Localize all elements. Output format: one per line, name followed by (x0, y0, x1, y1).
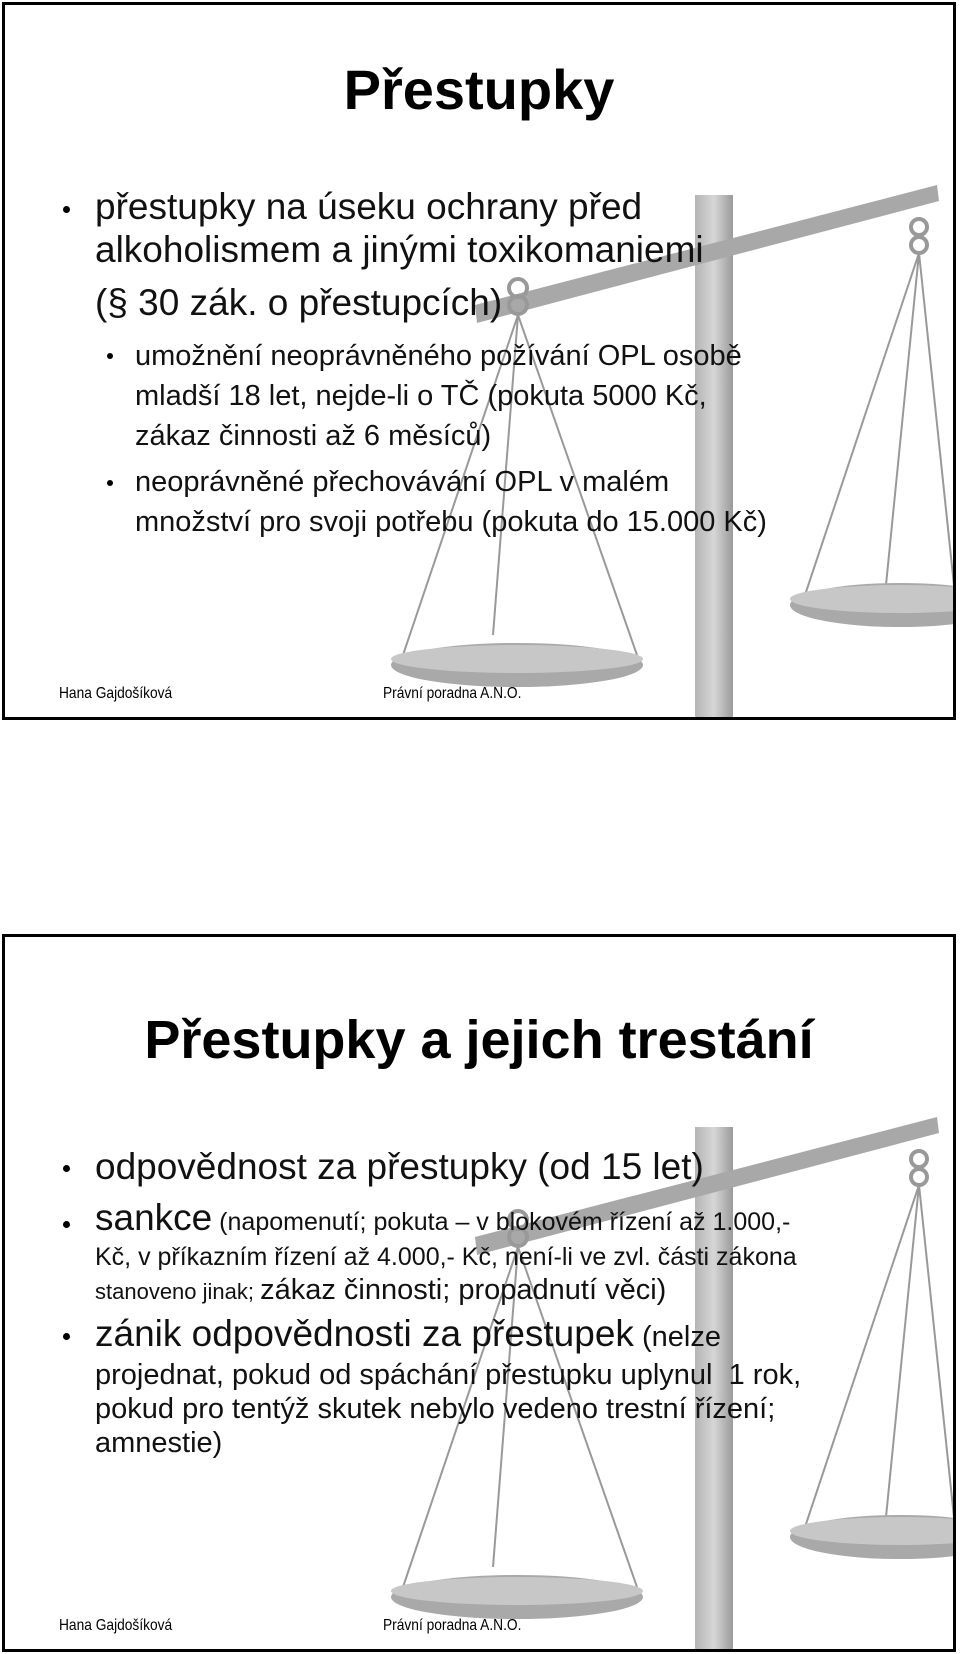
bullet-dot (63, 1221, 70, 1228)
footer-organization: Právní poradna A.N.O. (383, 685, 522, 702)
footer-organization: Právní poradna A.N.O. (383, 1617, 522, 1634)
bullet-text-line: projednat, pokud od spáchání přestupku uplynul 1 rok, (95, 1359, 802, 1391)
bullet-dot (63, 206, 70, 213)
sub-bullet-dot (107, 480, 113, 486)
sanction-detail: (napomenutí; pokuta – v blokovém řízení až 1.000,- (212, 1208, 791, 1236)
bullet-text-line: alkoholismem a jinými toxikomaniemi (95, 229, 704, 270)
bullet-text-line: stanoveno jinak; zákaz činnosti; propadnutí věci) (95, 1274, 667, 1306)
sub-bullet-dot (107, 353, 113, 359)
bullet-text-line: amnestie) (95, 1427, 223, 1459)
slide-title: Přestupky (343, 58, 615, 121)
bullet-text-line: přestupky na úseku ochrany před (95, 186, 643, 227)
slide-2 (2, 934, 956, 1652)
sub-bullet-text-line: umožnění neoprávněného požívání OPL osobě (135, 340, 742, 372)
sub-bullet-text-line: neoprávněné přechovávání OPL v malém (135, 466, 670, 498)
footer-author: Hana Gajdošíková (59, 685, 173, 702)
slide-1 (2, 2, 956, 720)
sub-bullet-text-line: zákaz činnosti až 6 měsíců) (135, 420, 492, 452)
bullet-text-line: zánik odpovědnosti za přestupek (nelze (95, 1313, 721, 1354)
sub-bullet-text-line: množství pro svoji potřebu (pokuta do 15.000 Kč) (135, 506, 767, 538)
bullet-text-line: (§ 30 zák. o přestupcích) (95, 282, 503, 323)
bullet-dot (63, 1333, 70, 1340)
bullet-text-line: Kč, v příkazním řízení až 4.000,- Kč, není-li ve zvl. části zákona (95, 1243, 797, 1271)
bullet-text-line: pokud pro tentýž skutek nebylo vedeno trestní řízení; (95, 1393, 776, 1425)
footer-author: Hana Gajdošíková (59, 1617, 173, 1634)
sanction-lead: sankce (95, 1197, 213, 1238)
slide-title: Přestupky a jejich trestání (144, 1010, 814, 1070)
bullet-text: odpovědnost za přestupky (od 15 let) (95, 1146, 704, 1187)
sub-bullet-text-line: mladší 18 let, nejde-li o TČ (pokuta 5000 Kč, (135, 380, 707, 412)
bullet-dot (63, 1165, 70, 1172)
